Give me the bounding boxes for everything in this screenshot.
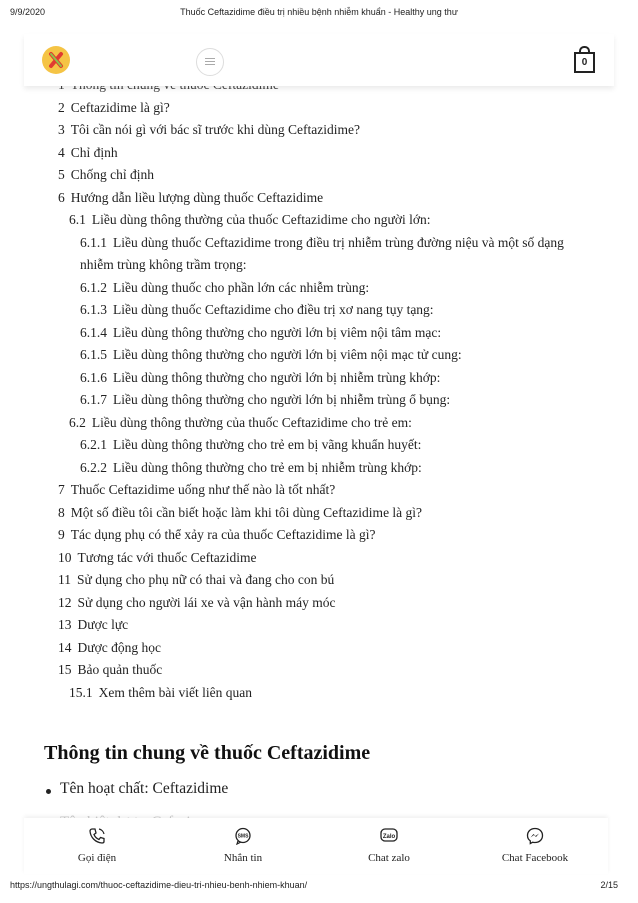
print-url: https://ungthulagi.com/thuoc-ceftazidime-dieu-tri-nhieu-benh-nhiem-khuan/ [10, 880, 308, 890]
print-footer [0, 878, 638, 896]
print-header [0, 0, 638, 20]
toc-item[interactable]: 5 Chống chỉ định [58, 167, 154, 182]
bottom-contact-bar [24, 818, 608, 874]
toc-item[interactable]: 2 Ceftazidime là gì? [58, 100, 170, 115]
facebook-chat-button[interactable] [462, 818, 608, 874]
toc-item[interactable]: 14 Dược động học [58, 640, 161, 655]
toc-item[interactable]: 7 Thuốc Ceftazidime uống như thế nào là tốt nhất? [58, 482, 336, 497]
print-title: Thuốc Ceftazidime điều trị nhiều bệnh nhiễm khuẩn - Healthy ung thư [180, 7, 458, 17]
phone-icon [88, 827, 106, 845]
sms-icon [234, 827, 252, 845]
toc-item[interactable]: 10 Tương tác với thuốc Ceftazidime [58, 550, 257, 565]
cart-count: 0 [574, 52, 595, 73]
toc-item[interactable]: 13 Dược lực [58, 617, 129, 632]
toc-item[interactable]: 6.1.4 Liều dùng thông thường cho người lớn bị viêm nội tâm mạc: [80, 325, 442, 340]
print-page-number: 2/15 [600, 880, 618, 890]
toc-item[interactable]: 6 Hướng dẫn liều lượng dùng thuốc Ceftazidime [58, 190, 324, 205]
toc-item[interactable]: 3 Tôi cần nói gì với bác sĩ trước khi dùng Ceftazidime? [58, 122, 361, 137]
toc-item[interactable]: 6.2.1 Liều dùng thông thường cho trẻ em bị vãng khuẩn huyết: [80, 437, 422, 452]
toc-item[interactable]: 6.1.3 Liều dùng thuốc Ceftazidime cho điều trị xơ nang tụy tạng: [80, 302, 434, 317]
svg-text:Zalo: Zalo [382, 834, 396, 840]
zalo-label: Chat zalo [368, 852, 410, 864]
messenger-icon [526, 827, 544, 845]
print-date: 9/9/2020 [10, 7, 46, 17]
hamburger-menu-icon[interactable] [196, 48, 224, 76]
toc-item[interactable]: 15 Bảo quản thuốc [58, 662, 163, 677]
toc-item[interactable]: 6.2.2 Liều dùng thông thường cho trẻ em bị nhiễm trùng khớp: [80, 460, 422, 475]
zalo-button[interactable] [316, 818, 462, 874]
toc-item[interactable]: 6.1 Liều dùng thông thường của thuốc Ceftazidime cho người lớn: [69, 212, 431, 227]
svg-text:SMS: SMS [237, 833, 249, 840]
call-label: Gọi điện [77, 852, 117, 864]
toc-item[interactable]: 8 Một số điều tôi cần biết hoặc làm khi tôi dùng Ceftazidime là gì? [58, 505, 423, 520]
toc-item[interactable]: 6.1.1 Liều dùng thuốc Ceftazidime trong điều trị nhiễm trùng đường niệu và một số dạng nhiễm trùng không trầm trọng: [80, 235, 564, 272]
site-header [24, 34, 614, 86]
sms-button[interactable] [170, 818, 316, 874]
toc-item[interactable]: 11 Sử dụng cho phụ nữ có thai và đang cho con bú [58, 572, 335, 587]
section-heading: Thông tin chung về thuốc Ceftazidime [44, 742, 371, 764]
toc-item[interactable]: 6.1.7 Liều dùng thông thường cho người lớn bị nhiễm trùng ổ bụng: [80, 392, 451, 407]
toc-item[interactable]: 6.1.5 Liều dùng thông thường cho người lớn bị viêm nội mạc tử cung: [80, 347, 462, 362]
facebook-chat-label: Chat Facebook [501, 852, 569, 864]
toc-item[interactable]: 12 Sử dụng cho người lái xe và vận hành máy móc [58, 595, 336, 610]
sms-label: Nhắn tin [223, 852, 263, 864]
toc-item[interactable]: 6.1.6 Liều dùng thông thường cho người lớn bị nhiễm trùng khớp: [80, 370, 441, 385]
toc-item[interactable]: 15.1 Xem thêm bài viết liên quan [69, 685, 252, 700]
cart-button[interactable] [572, 44, 596, 74]
toc-item[interactable]: 6.2 Liều dùng thông thường của thuốc Ceftazidime cho trẻ em: [69, 415, 412, 430]
toc-item[interactable]: 4 Chỉ định [58, 145, 118, 160]
toc-item[interactable]: 6.1.2 Liều dùng thuốc cho phần lớn các nhiễm trùng: [80, 280, 370, 295]
zalo-icon [376, 827, 402, 845]
logo-icon[interactable] [42, 46, 70, 74]
list-item: Tên hoạt chất: Ceftazidime [46, 780, 228, 798]
toc-item[interactable]: 9 Tác dụng phụ có thể xảy ra của thuốc Ceftazidime là gì? [58, 527, 376, 542]
call-button[interactable] [24, 818, 170, 874]
